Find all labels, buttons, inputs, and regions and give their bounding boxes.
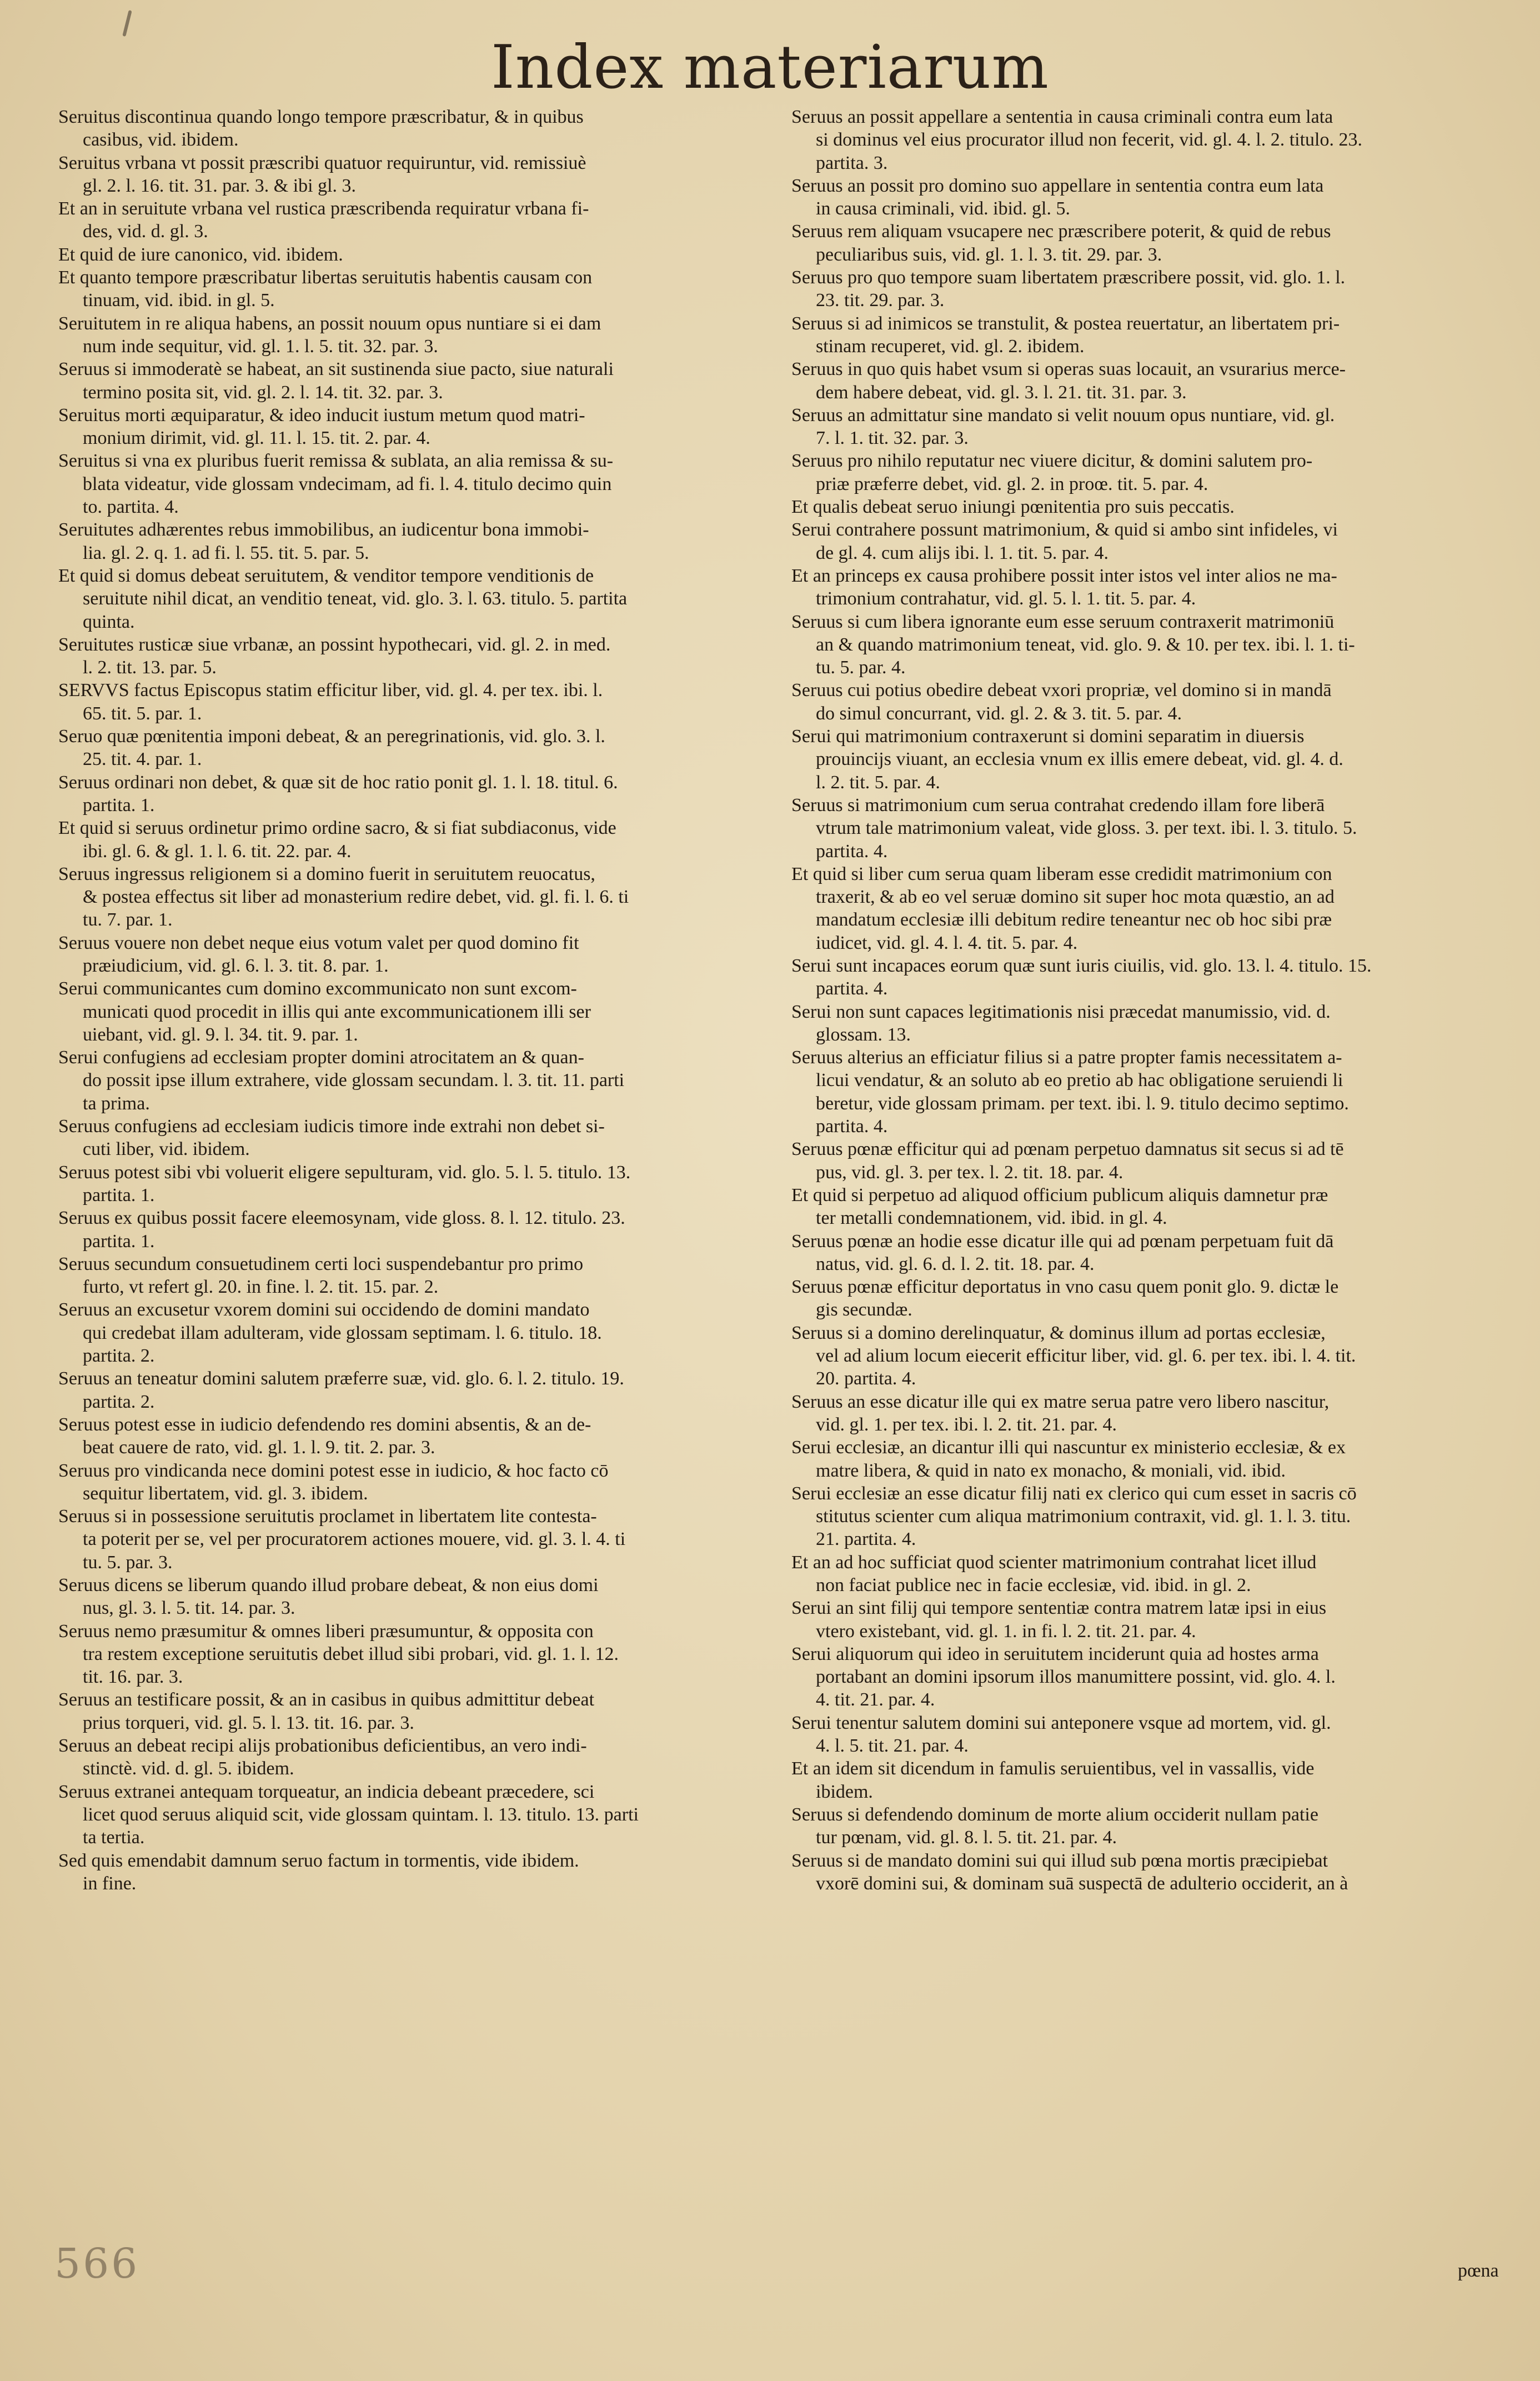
index-entry xyxy=(791,611,1508,679)
index-entry xyxy=(791,518,1508,564)
entry-line: Seruus si in possessione seruitutis proclamet in libertatem lite contesta- xyxy=(58,1506,597,1527)
entry-continuation: præiudicium, vid. gl. 6. l. 3. tit. 8. par. 1. xyxy=(83,955,389,976)
index-entry xyxy=(58,1620,780,1689)
index-entry xyxy=(58,564,780,633)
entry-continuation: des, vid. d. gl. 3. xyxy=(83,221,208,242)
entry-line: Seruitus vrbana vt possit præscribi quatuor requiruntur, vid. remissiuè xyxy=(58,152,586,173)
entry-line: Serui aliquorum qui ideo in seruitutem inciderunt quia ad hostes arma xyxy=(791,1643,1319,1664)
entry-continuation: in fine. xyxy=(83,1873,137,1894)
entry-line: Et qualis debeat seruo iniungi pœnitentia pro suis peccatis. xyxy=(791,497,1235,518)
entry-continuation: tu. 5. par. 3. xyxy=(83,1552,173,1573)
entry-line: Seruus ordinari non debet, & quæ sit de hoc ratio ponit gl. 1. l. 18. titul. 6. xyxy=(58,772,618,793)
entry-continuation: trimonium contrahatur, vid. gl. 5. l. 1. tit. 5. par. 4. xyxy=(816,588,1196,609)
entry-continuation: licet quod seruus aliquid scit, vide glossam quintam. l. 13. titulo. 13. parti xyxy=(83,1804,639,1825)
entry-line: Seruus an debeat recipi alijs probationibus deficientibus, an vero indi- xyxy=(58,1735,587,1757)
entry-line: Seruus si ad inimicos se transtulit, & postea reuertatur, an libertatem pri- xyxy=(791,313,1340,334)
entry-continuation: in causa criminali, vid. ibid. gl. 5. xyxy=(816,198,1070,219)
index-entry xyxy=(791,496,1508,518)
entry-line: Seruitutem in re aliqua habens, an possit nouum opus nuntiare si ei dam xyxy=(58,313,601,334)
entry-line: Et an ad hoc sufficiat quod scienter matrimonium contrahat licet illud xyxy=(791,1552,1317,1573)
index-entry xyxy=(58,1046,780,1115)
index-entry xyxy=(58,358,780,404)
entry-line: Seruitutes adhærentes rebus immobilibus, an iudicentur bona immobi- xyxy=(58,519,589,541)
entry-line: Serui ecclesiæ an esse dicatur filij nati ex clerico qui cum esset in sacris cō xyxy=(791,1483,1357,1504)
entry-continuation: 25. tit. 4. par. 1. xyxy=(83,749,202,770)
entry-line: Seruus potest esse in iudicio defendendo res domini absentis, & an de- xyxy=(58,1414,591,1435)
index-entry xyxy=(58,1780,780,1849)
entry-line: Seruus in quo quis habet vsum si operas suas locauit, an vsurarius merce- xyxy=(791,359,1346,380)
right-column xyxy=(791,106,1508,1895)
entry-continuation: casibus, vid. ibidem. xyxy=(83,129,239,151)
entry-continuation: seruitute nihil dicat, an venditio teneat, vid. glo. 3. l. 63. titulo. 5. partita xyxy=(83,588,628,609)
index-entry xyxy=(791,794,1508,863)
entry-line: Et quanto tempore præscribatur libertas seruitutis habentis causam con xyxy=(58,267,593,288)
entry-continuation: partita. 4. xyxy=(816,978,888,999)
entry-line: Seruus rem aliquam vsucapere nec præscribere poterit, & quid de rebus xyxy=(791,221,1331,242)
entry-line: Seruus si matrimonium cum serua contrahat credendo illam fore liberā xyxy=(791,794,1325,816)
entry-line: Sed quis emendabit damnum seruo factum in tormentis, vide ibidem. xyxy=(58,1850,579,1871)
entry-line: Seruus vouere non debet neque eius votum valet per quod domino fit xyxy=(58,932,579,953)
entry-continuation: l. 2. tit. 5. par. 4. xyxy=(816,772,940,793)
entry-continuation: mandatum ecclesiæ illi debitum redire teneantur nec ob hoc sibi præ xyxy=(816,909,1332,931)
index-entry xyxy=(791,564,1508,611)
index-entry xyxy=(791,1390,1508,1437)
entry-continuation: pus, vid. gl. 3. per tex. l. 2. tit. 18. par. 4. xyxy=(816,1162,1123,1183)
index-entry xyxy=(791,1436,1508,1482)
index-entry xyxy=(58,1574,780,1620)
index-entry xyxy=(58,1849,780,1895)
entry-line: Serui qui matrimonium contraxerunt si domini separatim in diuersis xyxy=(791,726,1305,747)
entry-continuation: an & quando matrimonium teneat, vid. glo. 9. & 10. per tex. ibi. l. 1. ti- xyxy=(816,634,1355,655)
entry-continuation: 21. partita. 4. xyxy=(816,1529,916,1550)
entry-line: Seruus si de mandato domini sui qui illud sub pœna mortis præcipiebat xyxy=(791,1850,1328,1871)
entry-line: Seruitutes rusticæ siue vrbanæ, an possint hypothecari, vid. gl. 2. in med. xyxy=(58,634,611,655)
entry-continuation: ta poterit per se, vel per procuratorem actiones mouere, vid. gl. 3. l. 4. ti xyxy=(83,1529,626,1550)
index-entry xyxy=(791,1597,1508,1643)
entry-line: Et quid si domus debeat seruitutem, & venditor tempore venditionis de xyxy=(58,565,594,586)
entry-continuation: vel ad alium locum eiecerit efficitur liber, vid. gl. 6. per tex. ibi. l. 4. tit. xyxy=(816,1345,1356,1367)
entry-continuation: stinam recuperet, vid. gl. 2. ibidem. xyxy=(816,336,1085,357)
entry-line: Seruitus morti æquiparatur, & ideo inducit iustum metum quod matri- xyxy=(58,404,585,426)
entry-line: Seruus pœnæ efficitur deportatus in vno casu quem ponit glo. 9. dictæ le xyxy=(791,1277,1339,1298)
entry-continuation: l. 2. tit. 13. par. 5. xyxy=(83,657,217,678)
index-entry xyxy=(791,1138,1508,1184)
entry-line: Et an idem sit dicendum in famulis seruientibus, vel in vassallis, vide xyxy=(791,1758,1315,1779)
index-entry xyxy=(58,197,780,243)
entry-continuation: si dominus vel eius procurator illud non fecerit, vid. gl. 4. l. 2. titulo. 23. xyxy=(816,129,1362,151)
entry-continuation: ibidem. xyxy=(816,1781,873,1802)
index-entry xyxy=(58,771,780,817)
index-entry xyxy=(791,954,1508,1001)
entry-continuation: stitutus scienter cum aliqua matrimonium contraxit, vid. gl. 1. l. 3. titu. xyxy=(816,1506,1351,1527)
entry-line: Seruus pœnæ efficitur qui ad pœnam perpetuo damnatus sit secus si ad tē xyxy=(791,1139,1344,1160)
entry-line: Seruus pro vindicanda nece domini potest esse in iudicio, & hoc facto cō xyxy=(58,1460,609,1481)
index-entry xyxy=(58,1367,780,1413)
entry-continuation: natus, vid. gl. 6. d. l. 2. tit. 18. par. 4. xyxy=(816,1253,1095,1274)
entry-line: Seruus confugiens ad ecclesiam iudicis timore inde extrahi non debet si- xyxy=(58,1116,605,1137)
index-entry xyxy=(791,358,1508,404)
entry-continuation: partita. 4. xyxy=(816,841,888,862)
index-entry xyxy=(791,1712,1508,1758)
entry-continuation: sequitur libertatem, vid. gl. 3. ibidem. xyxy=(83,1483,368,1504)
entry-line: Seruus si defendendo dominum de morte alium occiderit nullam patie xyxy=(791,1804,1318,1825)
entry-line: Seruo quæ pœnitentia imponi debeat, & an peregrinationis, vid. glo. 3. l. xyxy=(58,726,605,747)
entry-line: Seruus extranei antequam torqueatur, an indicia debeant præcedere, sci xyxy=(58,1781,595,1802)
entry-continuation: partita. 1. xyxy=(83,794,155,816)
entry-continuation: cuti liber, vid. ibidem. xyxy=(83,1139,250,1160)
entry-continuation: tur pœnam, vid. gl. 8. l. 5. tit. 21. par. 4. xyxy=(816,1827,1117,1848)
entry-continuation: uiebant, vid. gl. 9. l. 34. tit. 9. par. 1. xyxy=(83,1024,358,1045)
catchword: pœna xyxy=(1458,2260,1499,2281)
entry-line: Seruus pœnæ an hodie esse dicatur ille qui ad pœnam perpetuam fuit dā xyxy=(791,1230,1334,1252)
index-entry xyxy=(58,1253,780,1299)
index-entry xyxy=(791,1849,1508,1895)
entry-continuation: ter metalli condemnationem, vid. ibid. in gl. 4. xyxy=(816,1208,1167,1229)
entry-continuation: dem habere debeat, vid. gl. 3. l. 21. tit. 31. par. 3. xyxy=(816,382,1187,403)
index-entry xyxy=(58,449,780,518)
entry-continuation: priæ præferre debet, vid. gl. 2. in proœ. tit. 5. par. 4. xyxy=(816,473,1208,494)
index-entry xyxy=(791,220,1508,266)
entry-continuation: beretur, vide glossam primam. per text. ibi. l. 9. titulo decimo septimo. xyxy=(816,1093,1349,1114)
entry-line: Serui ecclesiæ, an dicantur illi qui nascuntur ex ministerio ecclesiæ, & ex xyxy=(791,1437,1346,1458)
index-entry xyxy=(791,312,1508,358)
entry-continuation: beat cauere de rato, vid. gl. 1. l. 9. tit. 2. par. 3. xyxy=(83,1437,435,1458)
entry-continuation: gis secundæ. xyxy=(816,1299,912,1320)
entry-continuation: ta prima. xyxy=(83,1093,150,1114)
entry-line: Serui communicantes cum domino excommunicato non sunt excom- xyxy=(58,978,577,999)
index-entry xyxy=(58,1459,780,1505)
entry-continuation: non faciat publice nec in facie ecclesiæ, vid. ibid. in gl. 2. xyxy=(816,1575,1251,1595)
entry-line: Seruus potest sibi vbi voluerit eligere sepulturam, vid. glo. 5. l. 5. titulo. 13. xyxy=(58,1162,631,1183)
index-entry xyxy=(791,449,1508,496)
entry-continuation: num inde sequitur, vid. gl. 1. l. 5. tit. 32. par. 3. xyxy=(83,336,438,357)
entry-line: Et quid si perpetuo ad aliquod officium publicum aliquis damnetur præ xyxy=(791,1184,1328,1205)
entry-continuation: de gl. 4. cum alijs ibi. l. 1. tit. 5. par. 4. xyxy=(816,542,1108,563)
index-entry xyxy=(58,1161,780,1207)
entry-continuation: partita. 2. xyxy=(83,1391,155,1412)
entry-continuation: vtero existebant, vid. gl. 1. in fi. l. 2. tit. 21. par. 4. xyxy=(816,1620,1196,1642)
entry-continuation: tu. 7. par. 1. xyxy=(83,909,173,931)
entry-continuation: quinta. xyxy=(83,611,135,632)
entry-line: Seruus alterius an efficiatur filius si a patre propter famis necessitatem a- xyxy=(791,1047,1342,1068)
index-entry xyxy=(791,174,1508,221)
entry-continuation: 4. tit. 21. par. 4. xyxy=(816,1689,935,1710)
entry-line: Seruus an admittatur sine mandato si velit nouum opus nuntiare, vid. gl. xyxy=(791,404,1335,426)
entry-continuation: partita. 1. xyxy=(83,1184,155,1205)
entry-continuation: peculiaribus suis, vid. gl. 1. l. 3. tit. 29. par. 3. xyxy=(816,244,1162,265)
index-entry xyxy=(58,518,780,564)
entry-line: Seruus ex quibus possit facere eleemosynam, vide gloss. 8. l. 12. titulo. 23. xyxy=(58,1208,625,1229)
entry-continuation: prouincijs viuant, an ecclesia vnum ex illis emere debeat, vid. gl. 4. d. xyxy=(816,749,1343,770)
entry-continuation: partita. 3. xyxy=(816,152,888,173)
index-entry xyxy=(791,1803,1508,1849)
entry-line: Et quid si liber cum serua quam liberam esse credidit matrimonium con xyxy=(791,863,1332,884)
index-entry xyxy=(791,106,1508,174)
entry-continuation: traxerit, & ab eo vel seruæ domino sit super hoc mota quæstio, an ad xyxy=(816,887,1335,908)
entry-line: Et an in seruitute vrbana vel rustica præscribenda requiratur vrbana fi- xyxy=(58,198,589,219)
entry-continuation: vtrum tale matrimonium valeat, vide gloss. 3. per text. ibi. l. 3. titulo. 5. xyxy=(816,818,1357,839)
index-entry xyxy=(791,1230,1508,1276)
entry-continuation: do possit ipse illum extrahere, vide glossam secundam. l. 3. tit. 11. parti xyxy=(83,1070,625,1091)
page-title: Index materiarum xyxy=(491,33,1049,102)
index-entry xyxy=(58,932,780,978)
entry-line: Serui an sint filij qui tempore sententiæ contra matrem latæ ipsi in eius xyxy=(791,1598,1327,1619)
entry-continuation: ibi. gl. 6. & gl. 1. l. 6. tit. 22. par. 4. xyxy=(83,841,352,862)
entry-line: Seruus cui potius obedire debeat vxori propriæ, vel domino si in mandā xyxy=(791,680,1332,701)
entry-continuation: partita. 2. xyxy=(83,1345,155,1367)
index-entry xyxy=(791,1482,1508,1551)
index-entry xyxy=(791,863,1508,954)
entry-line: Seruus si cum libera ignorante eum esse seruum contraxerit matrimoniū xyxy=(791,611,1335,632)
index-entry xyxy=(58,1688,780,1734)
index-entry xyxy=(58,977,780,1046)
entry-continuation: qui credebat illam adulteram, vide glossam septimam. l. 6. titulo. 18. xyxy=(83,1322,602,1343)
entry-continuation: licui vendatur, & an soluto ab eo pretio ab hac obligatione seruiendi li xyxy=(816,1070,1343,1091)
entry-line: Seruus an testificare possit, & an in casibus in quibus admittitur debeat xyxy=(58,1689,595,1710)
entry-continuation: furto, vt refert gl. 20. in fine. l. 2. tit. 15. par. 2. xyxy=(83,1277,439,1298)
entry-continuation: 65. tit. 5. par. 1. xyxy=(83,703,202,724)
entry-continuation: stinctè. vid. d. gl. 5. ibidem. xyxy=(83,1758,294,1779)
entry-continuation: monium dirimit, vid. gl. 11. l. 15. tit. 2. par. 4. xyxy=(83,428,430,449)
entry-line: Seruus secundum consuetudinem certi loci suspendebantur pro primo xyxy=(58,1253,584,1274)
index-entry xyxy=(58,679,780,725)
entry-continuation: 20. partita. 4. xyxy=(816,1368,916,1389)
entry-line: Seruus si a domino derelinquatur, & dominus illum ad portas ecclesiæ, xyxy=(791,1322,1326,1343)
index-entry xyxy=(791,1001,1508,1047)
index-entry xyxy=(58,106,780,152)
entry-line: Et quid de iure canonico, vid. ibidem. xyxy=(58,244,343,265)
index-entry xyxy=(58,312,780,358)
entry-line: Et quid si seruus ordinetur primo ordine sacro, & si fiat subdiaconus, vide xyxy=(58,818,616,839)
entry-continuation: matre libera, & quid in nato ex monacho, & moniali, vid. ibid. xyxy=(816,1460,1286,1481)
entry-continuation: partita. 1. xyxy=(83,1230,155,1252)
entry-line: Serui tenentur salutem domini sui anteponere vsque ad mortem, vid. gl. xyxy=(791,1712,1331,1733)
index-entry xyxy=(58,817,780,863)
entry-continuation: vid. gl. 1. per tex. ibi. l. 2. tit. 21. par. 4. xyxy=(816,1414,1117,1435)
entry-continuation: lia. gl. 2. q. 1. ad fi. l. 55. tit. 5. par. 5. xyxy=(83,542,369,563)
entry-continuation: partita. 4. xyxy=(816,1116,888,1137)
ink-mark xyxy=(122,10,132,37)
index-entry xyxy=(791,725,1508,794)
entry-line: Et an princeps ex causa prohibere possit inter istos vel inter alios ne ma- xyxy=(791,565,1337,586)
entry-continuation: prius torqueri, vid. gl. 5. l. 13. tit. 16. par. 3. xyxy=(83,1712,414,1733)
index-entry xyxy=(58,633,780,679)
entry-line: Seruus pro nihilo reputatur nec viuere dicitur, & domini salutem pro- xyxy=(791,451,1313,472)
entry-continuation: municati quod procedit in illis qui ante excommunicationem illi ser xyxy=(83,1001,591,1022)
index-entry xyxy=(791,1643,1508,1712)
entry-line: Seruus pro quo tempore suam libertatem præscribere possit, vid. glo. 1. l. xyxy=(791,267,1346,288)
entry-line: Serui contrahere possunt matrimonium, & quid si ambo sint infideles, vi xyxy=(791,519,1338,541)
entry-line: Serui confugiens ad ecclesiam propter domini atrocitatem an & quan- xyxy=(58,1047,584,1068)
entry-line: Seruus an esse dicatur ille qui ex matre serua patre vero libero nascitur, xyxy=(791,1391,1330,1412)
entry-continuation: tu. 5. par. 4. xyxy=(816,657,906,678)
entry-continuation: iudicet, vid. gl. 4. l. 4. tit. 5. par. 4. xyxy=(816,932,1078,953)
left-column xyxy=(58,106,780,1895)
entry-continuation: nus, gl. 3. l. 5. tit. 14. par. 3. xyxy=(83,1598,295,1619)
index-entry xyxy=(58,1413,780,1459)
entry-continuation: tinuam, vid. ibid. in gl. 5. xyxy=(83,290,275,311)
index-entry xyxy=(58,243,780,266)
entry-continuation: portabant an domini ipsorum illos manumittere possint, vid. glo. 4. l. xyxy=(816,1667,1336,1688)
index-entry xyxy=(58,152,780,198)
entry-continuation: blata videatur, vide glossam vndecimam, ad fi. l. 4. titulo decimo quin xyxy=(83,473,612,494)
entry-line: Seruitus si vna ex pluribus fuerit remissa & sublata, an alia remissa & su- xyxy=(58,451,614,472)
folio-number: 566 xyxy=(54,2240,140,2288)
entry-line: Serui non sunt capaces legitimationis nisi præcedat manumissio, vid. d. xyxy=(791,1001,1331,1022)
index-entry xyxy=(791,1322,1508,1390)
entry-continuation: termino posita sit, vid. gl. 2. l. 14. tit. 32. par. 3. xyxy=(83,382,443,403)
index-entry xyxy=(58,1115,780,1161)
entry-line: Serui sunt incapaces eorum quæ sunt iuris ciuilis, vid. glo. 13. l. 4. titulo. 15. xyxy=(791,955,1372,976)
index-entry xyxy=(791,266,1508,312)
entry-continuation: & postea effectus sit liber ad monasterium redire debet, vid. gl. fi. l. 6. ti xyxy=(83,887,629,908)
entry-continuation: tit. 16. par. 3. xyxy=(83,1667,183,1688)
index-entry xyxy=(58,863,780,932)
entry-continuation: gl. 2. l. 16. tit. 31. par. 3. & ibi gl. 3. xyxy=(83,175,357,196)
entry-continuation: vxorē domini sui, & dominam suā suspectā de adulterio occiderit, an à xyxy=(816,1873,1348,1894)
entry-continuation: tra restem exceptione seruitutis debet illud sibi probari, vid. gl. 1. l. 12. xyxy=(83,1643,619,1664)
entry-line: Seruus dicens se liberum quando illud probare debeat, & non eius domi xyxy=(58,1575,599,1595)
entry-line: Seruus ingressus religionem si a domino fuerit in seruitutem reuocatus, xyxy=(58,863,595,884)
entry-line: Seruus nemo præsumitur & omnes liberi præsumuntur, & opposita con xyxy=(58,1620,594,1642)
entry-continuation: do simul concurrant, vid. gl. 2. & 3. tit. 5. par. 4. xyxy=(816,703,1182,724)
index-entry xyxy=(791,1551,1508,1597)
index-entry xyxy=(58,266,780,312)
index-entry xyxy=(791,1046,1508,1138)
index-entry xyxy=(791,1757,1508,1803)
index-entry xyxy=(791,1275,1508,1322)
index-entry xyxy=(58,1505,780,1574)
entry-line: Seruus si immoderatè se habeat, an sit sustinenda siue pacto, siue naturali xyxy=(58,359,614,380)
index-entry xyxy=(58,1298,780,1367)
index-entry xyxy=(791,1184,1508,1230)
index-entry xyxy=(791,404,1508,450)
entry-line: Seruitus discontinua quando longo tempore præscribatur, & in quibus xyxy=(58,107,584,127)
index-entry xyxy=(58,1207,780,1253)
entry-continuation: 7. l. 1. tit. 32. par. 3. xyxy=(816,428,969,449)
entry-line: SERVVS factus Episcopus statim efficitur liber, vid. gl. 4. per tex. ibi. l. xyxy=(58,680,603,701)
entry-continuation: to. partita. 4. xyxy=(83,497,179,518)
entry-continuation: 23. tit. 29. par. 3. xyxy=(816,290,945,311)
index-entry xyxy=(791,679,1508,725)
index-entry xyxy=(58,1734,780,1780)
entry-continuation: 4. l. 5. tit. 21. par. 4. xyxy=(816,1735,969,1757)
entry-continuation: ta tertia. xyxy=(83,1827,145,1848)
entry-line: Seruus an teneatur domini salutem præferre suæ, vid. glo. 6. l. 2. titulo. 19. xyxy=(58,1368,624,1389)
entry-line: Seruus an excusetur vxorem domini sui occidendo de domini mandato xyxy=(58,1299,590,1320)
index-entry xyxy=(58,404,780,450)
entry-line: Seruus an possit appellare a sententia in causa criminali contra eum lata xyxy=(791,107,1333,127)
entry-continuation: glossam. 13. xyxy=(816,1024,911,1045)
entry-line: Seruus an possit pro domino suo appellare in sententia contra eum lata xyxy=(791,175,1324,196)
index-entry xyxy=(58,725,780,771)
